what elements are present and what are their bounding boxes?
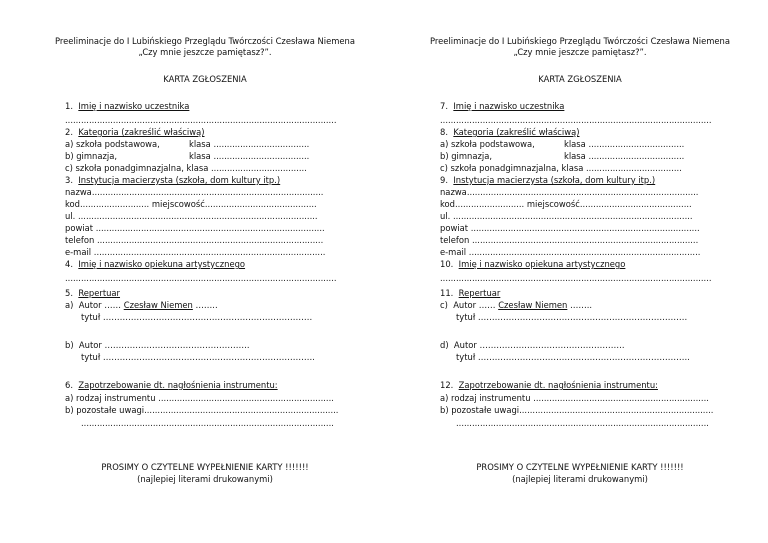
section-title: Repertuar [458,288,501,298]
section-number: 8. [440,127,448,137]
remarks-field[interactable]: b) pozostałe uwagi......................................................................... [65,405,339,415]
postal-city-field[interactable]: kod.......................... miejscowość.......................................... [65,199,317,209]
section-institution [65,175,280,186]
supervisor-name-field[interactable]: ...................................................................................................... [65,273,337,283]
remarks-field-continued[interactable]: ............................................................................................... [456,418,709,428]
repertoire-d-author[interactable] [440,340,625,351]
section-supervisor [65,259,245,270]
footer-notice: PROSIMY O CZYTELNE WYPEŁNIENIE KARTY !!!!!!! [476,462,684,472]
item-letter: d) [440,340,449,350]
repertoire-b-title-field[interactable]: tytuł …………………………………………………………………. [81,352,315,362]
section-title: Imię i nazwisko opiekuna artystycznego [458,259,626,269]
participant-name-field[interactable]: ...................................................................................................... [440,115,712,125]
class-field[interactable]: klasa .................................... [564,139,685,149]
section-sound [440,380,658,391]
class-field[interactable]: klasa .................................... [189,151,310,161]
section-participant [65,101,189,112]
repertoire-c-author[interactable] [440,300,592,311]
category-label: b) gimnazja, [440,151,493,161]
section-category [440,127,580,138]
repertoire-d-title-field[interactable]: tytuł …………………………………………………………………. [456,352,690,362]
form-subheader: „Czy mnie jeszcze pamiętasz?”. [138,47,272,57]
section-title: Imię i nazwisko uczestnika [453,101,565,111]
category-option-a[interactable] [65,139,345,150]
section-number: 10. [440,259,454,269]
participant-name-field[interactable]: ...................................................................................................... [65,115,337,125]
section-number: 2. [65,127,73,137]
category-option-b[interactable] [440,151,720,162]
section-title: Imię i nazwisko opiekuna artystycznego [78,259,246,269]
footer-hint: (najlepiej literami drukowanymi) [137,474,273,484]
section-title: Imię i nazwisko uczestnika [78,101,190,111]
footer-hint: (najlepiej literami drukowanymi) [512,474,648,484]
item-letter: b) [65,340,74,350]
instrument-field[interactable]: a) rodzaj instrumentu .................................................................. [65,393,334,403]
author-field[interactable]: Autor ……………………………………………. [453,340,625,350]
card-title: KARTA ZGŁOSZENIA [538,74,622,84]
remarks-field-continued[interactable]: ............................................................................................... [81,418,334,428]
author-field[interactable]: Autor ……………………………………………. [78,340,250,350]
author-dots: …….. [195,300,218,310]
category-label: a) szkoła podstawowa, [440,139,535,149]
section-category [65,127,205,138]
author-dots: …….. [570,300,593,310]
supervisor-name-field[interactable]: ...................................................................................................... [440,273,712,283]
form-header: Preeliminacje do I Lubińskiego Przeglądu Twórczości Czesława Niemena [54,36,355,46]
email-field[interactable]: e-mail ....................................................................................... [65,247,326,257]
section-participant [440,101,564,112]
author-name: Czesław Niemen [498,300,568,310]
section-number: 1. [65,101,73,111]
section-repertoire [65,288,120,299]
section-title: Instytucja macierzysta (szkoła, dom kultury itp.) [78,175,281,185]
county-field[interactable]: powiat ...................................................................................... [440,223,700,233]
instrument-field[interactable]: a) rodzaj instrumentu .................................................................. [440,393,709,403]
section-title: Repertuar [78,288,121,298]
footer-notice: PROSIMY O CZYTELNE WYPEŁNIENIE KARTY !!!!!!! [101,462,309,472]
section-title: Kategoria (zakreślić właściwą) [453,127,580,137]
institution-name-field[interactable]: nazwa....................................................................................... [440,187,699,197]
section-number: 4. [65,259,73,269]
section-sound [65,380,278,391]
repertoire-a-author[interactable] [65,300,218,311]
class-field[interactable]: klasa .................................... [564,151,685,161]
repertoire-b-author[interactable] [65,340,250,351]
author-label: Autor …… [78,300,122,310]
institution-name-field[interactable]: nazwa....................................................................................... [65,187,324,197]
street-field[interactable]: ul. .......................................................................................... [65,211,318,221]
category-option-b[interactable] [65,151,345,162]
phone-field[interactable]: telefon ..................................................................................... [440,235,699,245]
section-number: 3. [65,175,73,185]
author-label: Autor …… [453,300,496,310]
remarks-field[interactable]: b) pozostałe uwagi......................................................................... [440,405,714,415]
street-field[interactable]: ul. .......................................................................................... [440,211,693,221]
section-number: 12. [440,380,454,390]
category-label: b) gimnazja, [65,151,118,161]
postal-city-field[interactable]: kod.......................... miejscowość.......................................... [440,199,692,209]
section-title: Instytucja macierzysta (szkoła, dom kultury itp.) [453,175,656,185]
phone-field[interactable]: telefon ..................................................................................... [65,235,324,245]
section-title: Kategoria (zakreślić właściwą) [78,127,205,137]
card-title: KARTA ZGŁOSZENIA [163,74,247,84]
section-title: Zapotrzebowanie dt. nagłośnienia instrumentu: [78,380,278,390]
section-institution [440,175,655,186]
section-number: 5. [65,288,73,298]
item-letter: c) [440,300,448,310]
category-option-a[interactable] [440,139,720,150]
county-field[interactable]: powiat ...................................................................................... [65,223,325,233]
form-header: Preeliminacje do I Lubińskiego Przeglądu Twórczości Czesława Niemena [429,36,730,46]
form-subheader: „Czy mnie jeszcze pamiętasz?”. [513,47,647,57]
section-number: 11. [440,288,454,298]
email-field[interactable]: e-mail ....................................................................................... [440,247,701,257]
section-repertoire [440,288,500,299]
category-option-c[interactable]: c) szkoła ponadgimnazjalna, klasa .................................... [65,163,307,173]
section-number: 6. [65,380,73,390]
section-number: 9. [440,175,448,185]
item-letter: a) [65,300,74,310]
section-number: 7. [440,101,448,111]
repertoire-a-title-field[interactable]: tytuł ………………………………………………………………… [81,312,313,322]
category-label: a) szkoła podstawowa, [65,139,160,149]
author-name: Czesław Niemen [123,300,193,310]
class-field[interactable]: klasa .................................... [189,139,310,149]
section-supervisor [440,259,625,270]
section-title: Zapotrzebowanie dt. nagłośnienia instrumentu: [458,380,658,390]
category-option-c[interactable]: c) szkoła ponadgimnazjalna, klasa .................................... [440,163,682,173]
repertoire-c-title-field[interactable]: tytuł ………………………………………………………………… [456,312,688,322]
